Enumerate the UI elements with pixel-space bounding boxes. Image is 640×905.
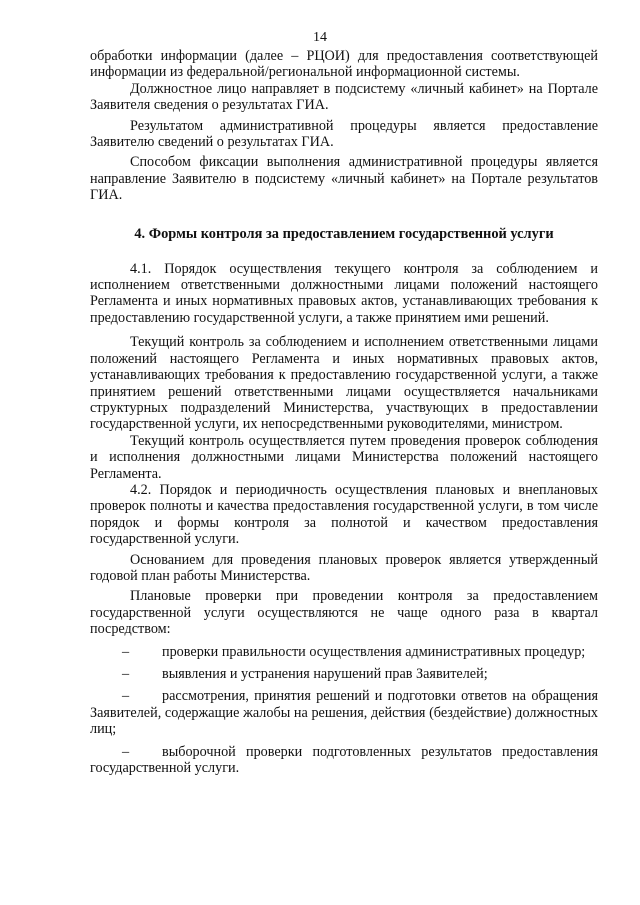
list-dash: –	[122, 688, 130, 705]
section-heading: 4. Формы контроля за предоставлением государственной услуги	[134, 225, 554, 242]
list-item-text: рассмотрения, принятия решений и подготовки ответов на обращения Заявителей, содержащие жалобы на решения, действия (бездействие) должностных лиц;	[90, 688, 598, 738]
list-dash: –	[122, 643, 130, 660]
paragraph: Результатом административной процедуры является предоставление Заявителю сведений о результатах ГИА.	[90, 117, 598, 151]
list-item	[90, 688, 598, 737]
paragraph: Должностное лицо направляет в подсистему «личный кабинет» на Портале Заявителя сведения о результатах ГИА.	[90, 80, 598, 114]
list-dash: –	[122, 743, 130, 760]
document-body	[90, 48, 598, 776]
paragraph: Способом фиксации выполнения административной процедуры является направление Заявителю в подсистему «личный кабинет» на Портале результатов ГИА.	[90, 154, 598, 204]
list-item-text: проверки правильности осуществления административных процедур;	[162, 643, 586, 660]
paragraph: обработки информации (далее – РЦОИ) для предоставления соответствующей информации из федеральной/региональной информационной системы.	[90, 48, 598, 81]
paragraph: Основанием для проведения плановых проверок является утвержденный годовой план работы Министерства.	[90, 551, 598, 584]
paragraph: Текущий контроль осуществляется путем проведения проверок соблюдения и исполнения должностными лицами Министерства положений настоящего Регламента.	[90, 432, 598, 482]
paragraph: 4.2. Порядок и периодичность осуществления плановых и внеплановых проверок полноты и качества предоставления государственной услуги, в том числе порядок и формы контроля за полнотой и качеством предоставления государственной услуги.	[90, 481, 598, 548]
list-item-text: выявления и устранения нарушений прав Заявителей;	[162, 666, 488, 682]
list-dash: –	[122, 666, 130, 682]
list-item	[90, 744, 598, 777]
list-item	[90, 666, 598, 682]
paragraph: 4.1. Порядок осуществления текущего контроля за соблюдением и исполнением ответственными должностными лицами положений настоящего Регламента и иных нормативных правовых актов, устанавливающих требования к предоставлению государственной услуги, а также принятием ими решений.	[90, 260, 598, 326]
paragraph: Плановые проверки при проведении контроля за предоставлением государственной услуги осуществляются не чаще одного раза в квартал посредством:	[90, 588, 598, 638]
list-item	[90, 644, 598, 660]
list-item-text: выборочной проверки подготовленных результатов предоставления государственной услуги.	[90, 743, 598, 777]
paragraph: Текущий контроль за соблюдением и исполнением ответственными лицами положений настоящего Регламента и иных нормативных правовых актов, устанавливающих требования к предоставлению государственной услуги, а также принятием решений ответственными лицами осуществляется начальниками структурных подразделений Министерства, участвующих в предоставлении государственной услуги, их непосредственными руководителями, министром.	[90, 334, 598, 433]
page-number: 14	[313, 30, 327, 45]
